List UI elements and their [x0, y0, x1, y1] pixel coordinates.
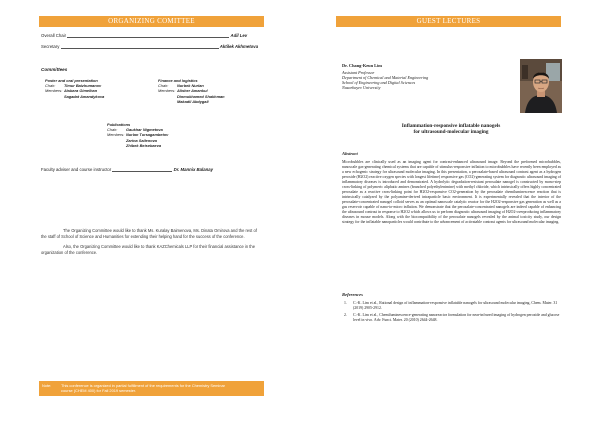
abstract-text: Microbubbles are clinically used as an imaging agent for contrast-enhanced ultrasound image. Beyond the preformed microbubbles, nanoscale gas-generating chemical systems that are capable of stimulus-responsive inflation to microbubbles have recently been employed as a new echogenic strategy for ultrasound molecular imaging. In this presentation, a peroxalate-based ultrasound contrast agent as a hydrogen peroxide (H2O2) reactive oxygen species with longest lifetime) responsive gas (CO2)-generating system for diagnostic ultrasound imaging of inflammatory diseases is introduced and demonstrated. A hydrolytic degradation-resistant peroxalate nanogel is constructed by mono-step cross-linking of polymeric aliphatic amines (branched polyethylenimine) with methyl chloride, which intrinsically offers highly concentrated peroxalate as a reactive cross-linking point for H2O2-responsive CO2-generation by the peroxalate chemiluminescence reaction that is intrinsically catalyzed by the polyamine-derived intraparticle basic environment. It is experimentally revealed that the interior of the peroxalate-concentrated nanogel colloid serves as an optimal nanoscale catalytic reactor for the H2O2-responsive gas generation as well as a gas reservoir capable of nano-to-micro inflation. We demonstrate that the peroxalate-concentrated nanogels are indeed capable of enhancing the ultrasound contrast in response to H2O2 which allows us to perform diagnostic ultrasound imaging of H2O2-overproducing inflammatory diseases in mouse models. Along with the biocompatibility of the peroxalate nanogels revealed by the animal toxicity study, our design strategy for the inflatable nanoparticles would contribute to the advancement of activatable contrast agents for ultrasound molecular imaging.: [342, 160, 561, 224]
committees-title: Committees: [41, 67, 68, 72]
publications-committee-title: Publications: [107, 122, 131, 127]
finance-chair: Nurbek Nurlan: [177, 83, 204, 89]
references-list: [342, 301, 561, 325]
publications-chair: Gaukhar Nigmetova: [126, 127, 163, 133]
finance-member: Alisher Amankul: [177, 88, 208, 94]
finance-committee-title: Finance and logistics: [158, 78, 198, 83]
poster-committee-title: Poster and oral presentation: [45, 78, 98, 83]
speaker-name: Dr. Chang-Keun Lim: [342, 63, 382, 68]
overall-chair-line: [41, 33, 247, 38]
publications-committee: Publications Chair: Gaukhar Nigmetova Members: Nurlan Tursagambetov Zarina Sailenova Zhibek Beisebaeva: [107, 122, 169, 148]
speaker-university: Nazarbayev University: [342, 85, 381, 91]
faculty-adviser-label: Faculty adviser and course instructor: [41, 167, 112, 172]
lecture-title: [342, 123, 560, 136]
references-heading: References: [342, 292, 363, 297]
poster-member: Sagadat Amandykova: [64, 93, 105, 99]
secretary-name: Aktilek Akhmetova: [219, 44, 259, 49]
finance-committee: Finance and logistics Chair: Nurbek Nurlan Members: Alisher Amankul Dinmukhamed Shakhman Makadil Abdygali: [158, 78, 225, 104]
note-text-line1: This conference is organized in partial fulfillment of the requirements for the Chemistry Seminar: [61, 383, 225, 388]
secretary-line: [41, 44, 258, 49]
reference-text: C.-K. Lim et al., Rational design of inflammation-responsive inflatable nanogels for ultrasound molecular imaging, Chem. Mater. 31 (2019) 2905-2912.: [353, 301, 558, 310]
guest-lectures-banner: GUEST LECTURES: [336, 16, 561, 27]
publications-member: Nurlan Tursagambetov: [126, 132, 169, 138]
note-label: Note:: [42, 383, 52, 388]
organizing-committee-banner: ORGANIZING COMITTEE: [39, 16, 264, 27]
finance-member: Makadil Abdygali: [177, 98, 209, 104]
speaker-position: Assistant Professor: [342, 69, 375, 75]
acknowledgements: [41, 228, 263, 260]
reference-text: C.-K. Lim et al., Chemiluminescence-generating nanoreactor formulation for near-infrared imaging of hydrogen peroxide and glucose level in vivo. Adv. Funct. Mater. 20 (2010) 2644-2648.: [353, 313, 560, 322]
acknowledgement-paragraph: Also, the Organizing Committee would like to thank KAZChemicals LLP for their financial assistance in the organization of the conference.: [41, 244, 255, 255]
poster-member: Aisbara Gimelhan: [64, 88, 98, 94]
faculty-adviser-line: [41, 167, 213, 172]
faculty-adviser-name: Dr. Mannix Balanay: [173, 167, 214, 172]
abstract-heading: Abstract: [342, 151, 358, 156]
poster-chair: Timur Baizhumanov: [64, 83, 102, 89]
right-page: [300, 0, 600, 424]
speaker-photo: [520, 59, 562, 113]
reference-item: 1. C.-K. Lim et al., Rational design of inflammation-responsive inflatable nanogels for ultrasound molecular imaging, Chem. Mater. 31 (2019) 2905-2912.: [342, 301, 561, 311]
secretary-label: Secretary: [41, 44, 60, 49]
speaker-department: Department of Chemical and Material Engineering: [342, 74, 429, 80]
publications-member: Zarina Sailenova: [126, 137, 157, 143]
lecture-title-line1: Inflammation-responsive inflatable nanogels: [401, 123, 501, 129]
overall-chair-label: Overall Chair: [41, 33, 67, 38]
overall-chair-name: Adil Lev: [230, 33, 248, 38]
note-banner: [39, 381, 264, 396]
speaker-school: School of Engineering and Digital Sciences: [342, 80, 416, 86]
reference-item: 2. C.-K. Lim et al., Chemiluminescence-generating nanoreactor formulation for near-infrared imaging of hydrogen peroxide and glucose level in vivo. Adv. Funct. Mater. 20 (2010) 2644-2648.: [344, 313, 560, 322]
publications-member: Zhibek Beisebaeva: [126, 142, 162, 148]
finance-member: Dinmukhamed Shakhman: [177, 93, 225, 99]
note-text-line2: course (CHEM 400) for Fall 2019 semester.: [61, 388, 137, 394]
acknowledgement-paragraph: The Organizing Committee would like to thank Ms. Kuralay Baimenova, Ms. Dinata Omirova and the rest of the staff of School of Science and Humanities for extending their helping hand for the success of the conference.: [41, 228, 257, 239]
poster-committee: Poster and oral presentation Chair: Timur Baizhumanov Members: Aisbara Gimelhan Sagadat Amandykova: [45, 78, 105, 99]
lecture-title-line2: for ultrasound-molecular imaging: [413, 129, 489, 136]
speaker-info: [342, 63, 428, 91]
